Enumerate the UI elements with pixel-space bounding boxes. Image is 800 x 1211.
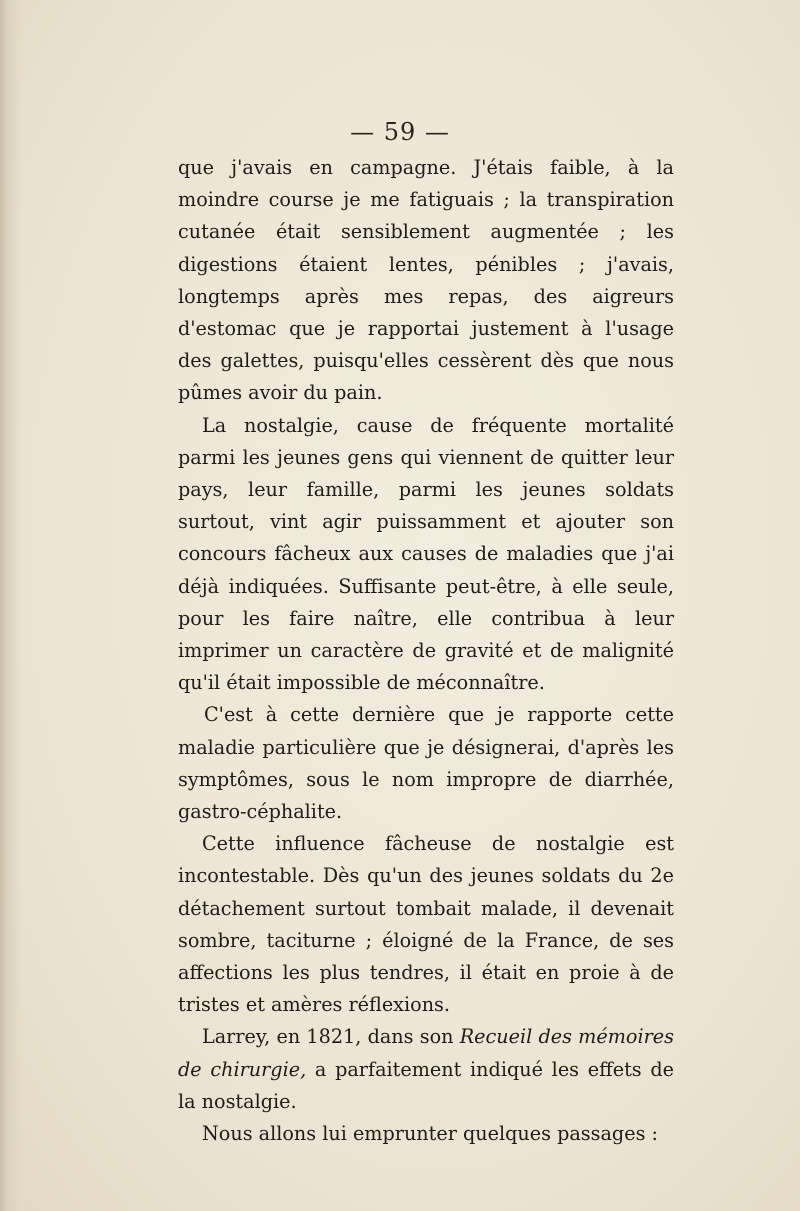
paragraph-6: Nous allons lui emprunter quelques passages : bbox=[202, 1122, 658, 1146]
binding-shadow bbox=[0, 0, 22, 1211]
paragraph-3: C'est à cette dernière que je rapporte cette maladie particulière que je désignerai, d'après les symptômes, sous le nom impropre de diarrhée, gastro-céphalite. bbox=[178, 703, 674, 824]
paragraph-1: que j'avais en campagne. J'étais faible, à la moindre course je me fatiguais ; la transpiration cutanée était sensiblement augmentée ; les digestions étaient lentes, pénibles ; j'avais, longtemps après mes repas, des aigreurs d'estomac que je rapportai justement à l'usage des galettes, puisqu'elles cessèrent dès que nous pûmes avoir du pain. bbox=[178, 156, 674, 405]
paragraph-5-end: a parfaitement indiqué les effets de la nostalgie. bbox=[178, 1057, 674, 1113]
paragraph-2: La nostalgie, cause de fréquente mortalité parmi les jeunes gens qui viennent de quitter leur pays, leur famille, parmi les jeunes soldats surtout, vint agir puissamment et ajouter son concours fâcheux aux causes de maladies que j'ai déjà indiquées. Suffisante peut-être, à elle seule, pour les faire naître, elle contribua à leur imprimer un caractère de gravité et de malignité qu'il était impossible de méconnaître. bbox=[178, 413, 674, 695]
paragraph-5 bbox=[178, 1021, 674, 1118]
page-number: — 59 — bbox=[350, 118, 450, 146]
book-title: Recueil des mémoires de chirurgie, bbox=[178, 1025, 674, 1081]
paragraph-5-start: Larrey, en 1821, dans son bbox=[202, 1025, 460, 1049]
paragraph-4: Cette influence fâcheuse de nostalgie est incontestable. Dès qu'un des jeunes soldats du 2e détachement surtout tombait malade, il devenait sombre, taciturne ; éloigné de la France, de ses affections les plus tendres, il était en proie à de tristes et amères réflexions. bbox=[178, 832, 674, 1017]
body-text bbox=[178, 152, 674, 1150]
